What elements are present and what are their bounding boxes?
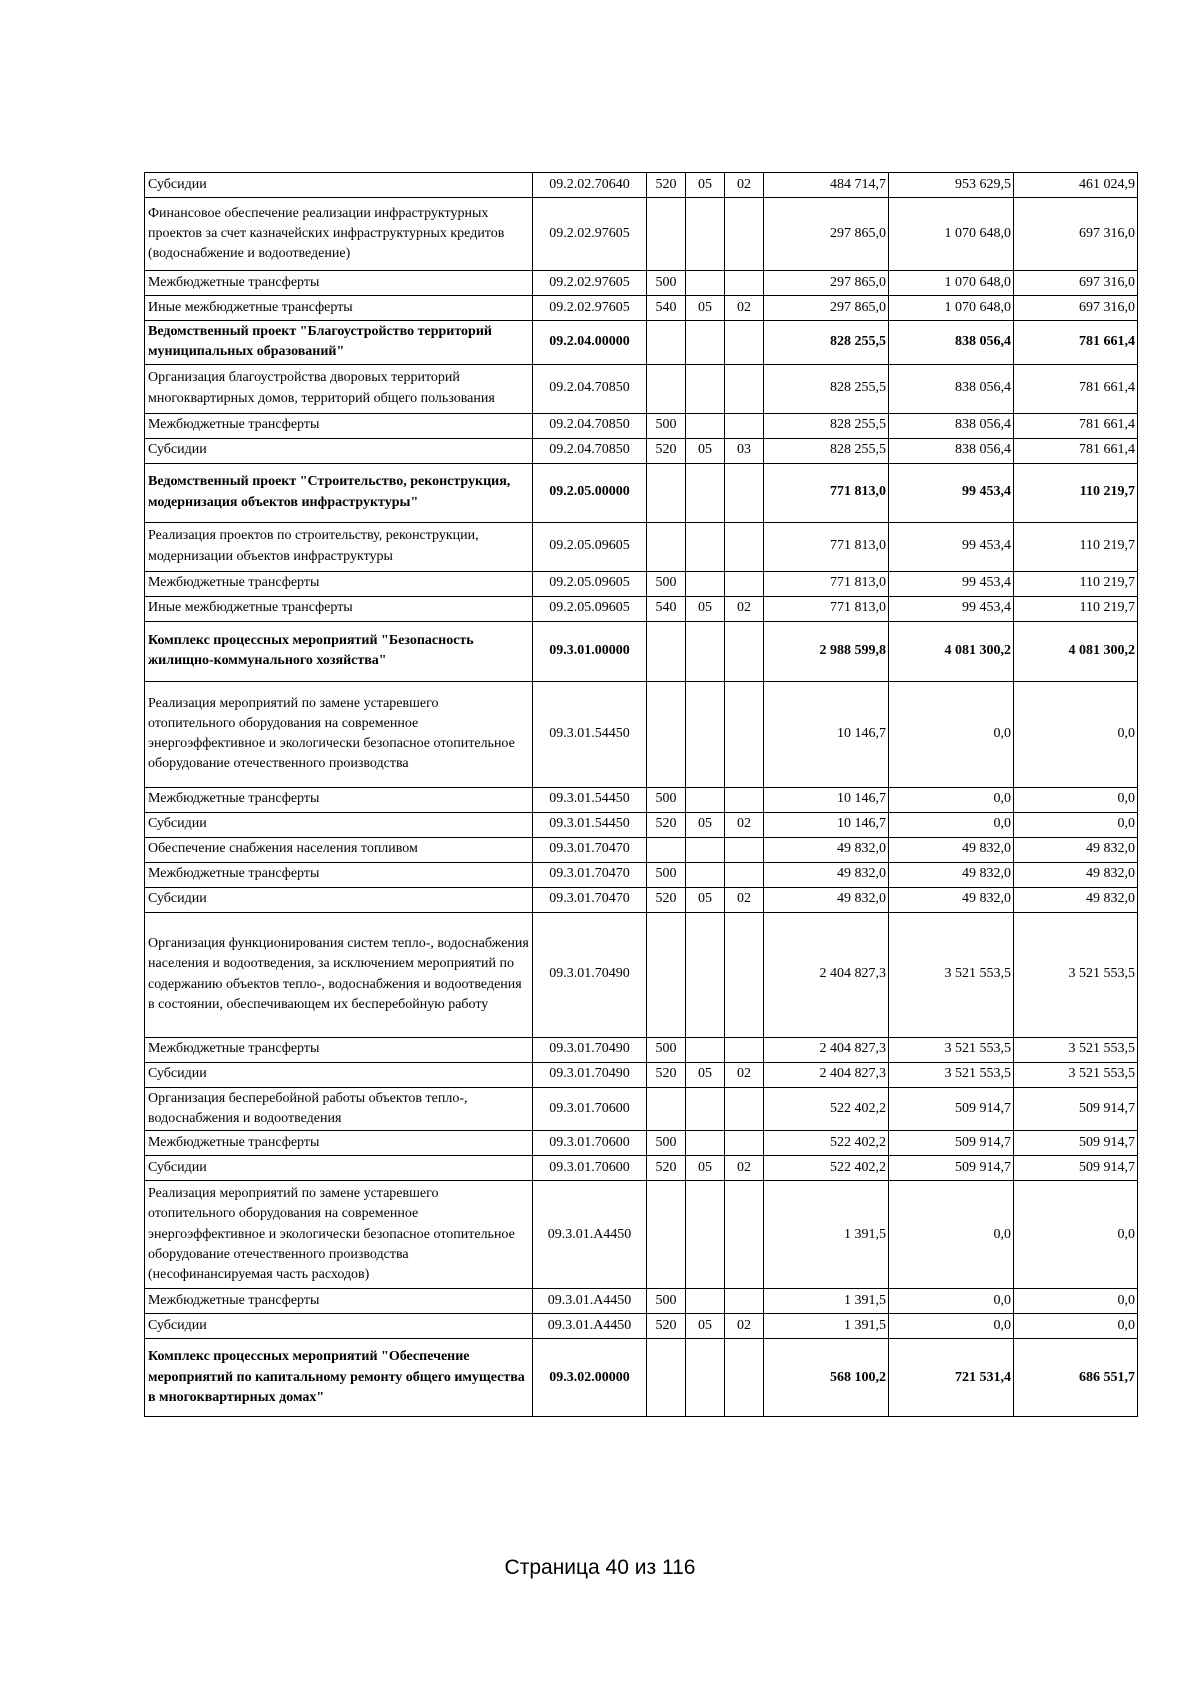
cell-expense-type [647,912,686,1037]
table-row [145,438,1138,463]
cell-target-code: 09.2.05.00000 [533,463,647,522]
cell-amount-1: 2 404 827,3 [764,912,889,1037]
cell-amount-3: 3 521 553,5 [1014,912,1138,1037]
table-row [145,1181,1138,1289]
cell-name: Межбюджетные трансферты [145,1131,533,1156]
cell-expense-type [647,1087,686,1131]
cell-expense-type: 500 [647,1037,686,1062]
cell-name: Организация бесперебойной работы объектов тепло-, водоснабжения и водоотведения [145,1087,533,1131]
cell-expense-type: 520 [647,438,686,463]
cell-amount-3: 697 316,0 [1014,271,1138,296]
table-row [145,173,1138,198]
cell-expense-type [647,1181,686,1289]
cell-amount-3: 509 914,7 [1014,1131,1138,1156]
cell-amount-1: 49 832,0 [764,887,889,912]
cell-amount-2: 3 521 553,5 [889,1062,1014,1087]
cell-subsection [725,1289,764,1314]
cell-target-code: 09.3.01.70490 [533,912,647,1037]
cell-target-code: 09.3.01.А4450 [533,1289,647,1314]
cell-amount-1: 297 865,0 [764,271,889,296]
cell-name: Межбюджетные трансферты [145,413,533,438]
cell-amount-2: 4 081 300,2 [889,621,1014,681]
cell-subsection: 02 [725,296,764,321]
table-row [145,1062,1138,1087]
cell-target-code: 09.3.01.70490 [533,1062,647,1087]
cell-subsection [725,912,764,1037]
cell-expense-type: 500 [647,1131,686,1156]
cell-name: Межбюджетные трансферты [145,862,533,887]
cell-name: Реализация мероприятий по замене устаревшего отопительного оборудования на современное энергоэффективное и экологически безопасное отопительное оборудование отечественного производства (несофинансируемая часть расходов) [145,1181,533,1289]
cell-amount-1: 828 255,5 [764,321,889,365]
cell-amount-3: 0,0 [1014,1289,1138,1314]
cell-section [686,1181,725,1289]
cell-expense-type: 520 [647,1314,686,1339]
cell-subsection [725,321,764,365]
cell-expense-type: 500 [647,862,686,887]
table-row [145,1339,1138,1417]
cell-amount-3: 697 316,0 [1014,296,1138,321]
cell-section [686,271,725,296]
cell-target-code: 09.2.02.97605 [533,271,647,296]
cell-amount-1: 49 832,0 [764,837,889,862]
table-row [145,413,1138,438]
cell-subsection: 02 [725,1314,764,1339]
table-row [145,522,1138,571]
cell-amount-1: 297 865,0 [764,296,889,321]
cell-name: Субсидии [145,1062,533,1087]
cell-amount-2: 838 056,4 [889,438,1014,463]
cell-amount-2: 1 070 648,0 [889,296,1014,321]
cell-amount-2: 509 914,7 [889,1156,1014,1181]
cell-name: Субсидии [145,812,533,837]
cell-amount-2: 838 056,4 [889,364,1014,413]
cell-amount-1: 828 255,5 [764,438,889,463]
cell-section [686,787,725,812]
cell-expense-type: 520 [647,1156,686,1181]
table-row [145,364,1138,413]
cell-amount-1: 49 832,0 [764,862,889,887]
cell-target-code: 09.3.01.70600 [533,1131,647,1156]
cell-amount-2: 3 521 553,5 [889,1037,1014,1062]
cell-target-code: 09.3.01.70470 [533,837,647,862]
cell-target-code: 09.3.01.70600 [533,1087,647,1131]
cell-amount-3: 0,0 [1014,787,1138,812]
table-row [145,787,1138,812]
cell-name: Обеспечение снабжения населения топливом [145,837,533,862]
table-row [145,1037,1138,1062]
table-row [145,837,1138,862]
table-row [145,596,1138,621]
cell-amount-2: 3 521 553,5 [889,912,1014,1037]
cell-amount-2: 0,0 [889,1181,1014,1289]
cell-amount-2: 1 070 648,0 [889,271,1014,296]
cell-amount-1: 522 402,2 [764,1131,889,1156]
cell-section [686,413,725,438]
cell-amount-1: 828 255,5 [764,413,889,438]
cell-target-code: 09.2.05.09605 [533,571,647,596]
cell-subsection [725,837,764,862]
table-row [145,296,1138,321]
cell-amount-2: 99 453,4 [889,571,1014,596]
table-body [145,173,1138,1417]
cell-amount-1: 2 404 827,3 [764,1062,889,1087]
cell-name: Межбюджетные трансферты [145,1037,533,1062]
cell-amount-3: 781 661,4 [1014,413,1138,438]
cell-expense-type [647,198,686,271]
cell-name: Организация функционирования систем тепло-, водоснабжения населения и водоотведения, за исключением мероприятий по содержанию объектов тепло-, водоснабжения и водоотведения в состоянии, обеспечивающем их бесперебойную работу [145,912,533,1037]
cell-section [686,1289,725,1314]
cell-section [686,321,725,365]
cell-expense-type: 520 [647,173,686,198]
cell-section [686,681,725,787]
cell-amount-2: 838 056,4 [889,321,1014,365]
cell-amount-1: 10 146,7 [764,787,889,812]
cell-subsection [725,1131,764,1156]
cell-subsection [725,198,764,271]
cell-amount-2: 0,0 [889,681,1014,787]
cell-expense-type: 500 [647,271,686,296]
table-row [145,1289,1138,1314]
cell-expense-type: 500 [647,1289,686,1314]
cell-section: 05 [686,1314,725,1339]
cell-expense-type: 540 [647,596,686,621]
cell-name: Организация благоустройства дворовых территорий многоквартирных домов, территорий общего пользования [145,364,533,413]
cell-amount-2: 0,0 [889,1289,1014,1314]
cell-subsection: 02 [725,887,764,912]
cell-subsection: 03 [725,438,764,463]
cell-name: Финансовое обеспечение реализации инфраструктурных проектов за счет казначейских инфраструктурных кредитов (водоснабжение и водоотведение) [145,198,533,271]
cell-name: Ведомственный проект "Благоустройство территорий муниципальных образований" [145,321,533,365]
cell-target-code: 09.3.01.54450 [533,681,647,787]
cell-subsection [725,681,764,787]
cell-subsection [725,1181,764,1289]
cell-expense-type: 520 [647,1062,686,1087]
cell-section: 05 [686,1156,725,1181]
cell-amount-1: 771 813,0 [764,463,889,522]
cell-name: Ведомственный проект "Строительство, реконструкция, модернизация объектов инфраструктуры" [145,463,533,522]
cell-amount-3: 110 219,7 [1014,596,1138,621]
cell-subsection: 02 [725,1156,764,1181]
cell-amount-2: 721 531,4 [889,1339,1014,1417]
cell-name: Комплекс процессных мероприятий "Безопасность жилищно-коммунального хозяйства" [145,621,533,681]
table-row [145,1156,1138,1181]
cell-subsection [725,364,764,413]
cell-name: Межбюджетные трансферты [145,787,533,812]
cell-expense-type [647,837,686,862]
cell-expense-type: 520 [647,887,686,912]
cell-target-code: 09.2.04.00000 [533,321,647,365]
cell-amount-2: 509 914,7 [889,1087,1014,1131]
table-row [145,321,1138,365]
cell-subsection [725,271,764,296]
cell-target-code: 09.3.01.00000 [533,621,647,681]
cell-expense-type: 500 [647,787,686,812]
cell-subsection [725,571,764,596]
cell-name: Межбюджетные трансферты [145,271,533,296]
cell-target-code: 09.2.04.70850 [533,413,647,438]
cell-subsection: 02 [725,1062,764,1087]
cell-amount-2: 99 453,4 [889,522,1014,571]
cell-section [686,522,725,571]
cell-amount-2: 99 453,4 [889,463,1014,522]
table-row [145,571,1138,596]
cell-section: 05 [686,1062,725,1087]
cell-amount-1: 1 391,5 [764,1181,889,1289]
cell-subsection [725,1087,764,1131]
cell-amount-1: 771 813,0 [764,522,889,571]
cell-target-code: 09.3.01.А4450 [533,1181,647,1289]
cell-subsection [725,463,764,522]
cell-amount-3: 0,0 [1014,681,1138,787]
cell-target-code: 09.3.01.54450 [533,812,647,837]
cell-amount-3: 110 219,7 [1014,571,1138,596]
cell-amount-3: 686 551,7 [1014,1339,1138,1417]
cell-target-code: 09.3.01.70600 [533,1156,647,1181]
cell-subsection [725,1037,764,1062]
cell-subsection: 02 [725,173,764,198]
cell-section [686,837,725,862]
cell-section [686,364,725,413]
cell-amount-1: 1 391,5 [764,1289,889,1314]
cell-amount-2: 1 070 648,0 [889,198,1014,271]
cell-section [686,862,725,887]
cell-target-code: 09.2.05.09605 [533,596,647,621]
cell-section [686,1037,725,1062]
cell-target-code: 09.3.01.70470 [533,887,647,912]
cell-amount-1: 10 146,7 [764,681,889,787]
cell-target-code: 09.2.02.97605 [533,198,647,271]
cell-amount-3: 0,0 [1014,1314,1138,1339]
cell-expense-type [647,681,686,787]
cell-amount-3: 509 914,7 [1014,1156,1138,1181]
cell-amount-3: 110 219,7 [1014,463,1138,522]
cell-target-code: 09.2.05.09605 [533,522,647,571]
cell-amount-1: 2 404 827,3 [764,1037,889,1062]
cell-expense-type [647,321,686,365]
cell-name: Субсидии [145,887,533,912]
cell-target-code: 09.2.02.97605 [533,296,647,321]
table-row [145,621,1138,681]
cell-section [686,1131,725,1156]
cell-subsection: 02 [725,812,764,837]
table-row [145,1087,1138,1131]
cell-amount-2: 0,0 [889,812,1014,837]
cell-amount-1: 1 391,5 [764,1314,889,1339]
cell-amount-1: 828 255,5 [764,364,889,413]
cell-amount-3: 49 832,0 [1014,862,1138,887]
cell-amount-1: 771 813,0 [764,596,889,621]
cell-amount-1: 2 988 599,8 [764,621,889,681]
cell-expense-type [647,364,686,413]
cell-name: Иные межбюджетные трансферты [145,596,533,621]
cell-amount-3: 781 661,4 [1014,438,1138,463]
table-row [145,271,1138,296]
cell-name: Межбюджетные трансферты [145,571,533,596]
cell-amount-3: 509 914,7 [1014,1087,1138,1131]
table-row [145,681,1138,787]
table-row [145,912,1138,1037]
cell-expense-type: 500 [647,571,686,596]
cell-subsection [725,862,764,887]
table-row [145,887,1138,912]
cell-amount-3: 0,0 [1014,1181,1138,1289]
cell-amount-1: 522 402,2 [764,1087,889,1131]
cell-amount-3: 0,0 [1014,812,1138,837]
cell-section: 05 [686,296,725,321]
cell-amount-1: 10 146,7 [764,812,889,837]
cell-amount-2: 509 914,7 [889,1131,1014,1156]
cell-subsection [725,1339,764,1417]
cell-amount-2: 838 056,4 [889,413,1014,438]
cell-subsection [725,621,764,681]
table-row [145,812,1138,837]
cell-name: Реализация мероприятий по замене устаревшего отопительного оборудования на современное энергоэффективное и экологически безопасное отопительное оборудование отечественного производства [145,681,533,787]
cell-amount-2: 0,0 [889,787,1014,812]
cell-name: Субсидии [145,1156,533,1181]
budget-table [144,172,1138,1417]
cell-amount-3: 4 081 300,2 [1014,621,1138,681]
cell-amount-1: 484 714,7 [764,173,889,198]
cell-target-code: 09.2.04.70850 [533,364,647,413]
cell-name: Реализация проектов по строительству, реконструкции, модернизации объектов инфраструктуры [145,522,533,571]
table-row [145,1131,1138,1156]
cell-expense-type [647,522,686,571]
cell-target-code: 09.3.02.00000 [533,1339,647,1417]
cell-target-code: 09.3.01.А4450 [533,1314,647,1339]
cell-section [686,1339,725,1417]
cell-target-code: 09.3.01.70490 [533,1037,647,1062]
cell-amount-3: 49 832,0 [1014,837,1138,862]
cell-subsection [725,413,764,438]
cell-amount-3: 110 219,7 [1014,522,1138,571]
cell-section [686,1087,725,1131]
cell-amount-2: 49 832,0 [889,837,1014,862]
cell-subsection [725,522,764,571]
cell-amount-3: 781 661,4 [1014,364,1138,413]
cell-section [686,621,725,681]
table-row [145,1314,1138,1339]
table-row [145,198,1138,271]
cell-section: 05 [686,812,725,837]
cell-amount-3: 49 832,0 [1014,887,1138,912]
cell-expense-type: 500 [647,413,686,438]
cell-amount-2: 49 832,0 [889,887,1014,912]
cell-name: Комплекс процессных мероприятий "Обеспечение мероприятий по капитальному ремонту общего имущества в многоквартирных домах" [145,1339,533,1417]
cell-name: Субсидии [145,438,533,463]
cell-name: Субсидии [145,173,533,198]
cell-amount-1: 522 402,2 [764,1156,889,1181]
page-number: Страница 40 из 116 [504,1556,696,1579]
cell-expense-type: 520 [647,812,686,837]
cell-amount-2: 49 832,0 [889,862,1014,887]
cell-expense-type [647,1339,686,1417]
cell-name: Субсидии [145,1314,533,1339]
cell-target-code: 09.2.02.70640 [533,173,647,198]
cell-expense-type [647,463,686,522]
cell-section [686,198,725,271]
table-row [145,463,1138,522]
cell-subsection [725,787,764,812]
table-row [145,862,1138,887]
cell-amount-3: 781 661,4 [1014,321,1138,365]
cell-amount-3: 3 521 553,5 [1014,1037,1138,1062]
cell-subsection: 02 [725,596,764,621]
cell-section [686,912,725,1037]
cell-expense-type [647,621,686,681]
cell-target-code: 09.2.04.70850 [533,438,647,463]
cell-amount-1: 568 100,2 [764,1339,889,1417]
cell-amount-1: 771 813,0 [764,571,889,596]
cell-name: Межбюджетные трансферты [145,1289,533,1314]
cell-section: 05 [686,887,725,912]
cell-amount-3: 3 521 553,5 [1014,1062,1138,1087]
cell-expense-type: 540 [647,296,686,321]
cell-section: 05 [686,596,725,621]
cell-target-code: 09.3.01.54450 [533,787,647,812]
cell-amount-3: 461 024,9 [1014,173,1138,198]
cell-section [686,463,725,522]
cell-amount-2: 0,0 [889,1314,1014,1339]
cell-name: Иные межбюджетные трансферты [145,296,533,321]
cell-amount-2: 953 629,5 [889,173,1014,198]
cell-target-code: 09.3.01.70470 [533,862,647,887]
cell-section: 05 [686,173,725,198]
cell-amount-1: 297 865,0 [764,198,889,271]
cell-amount-3: 697 316,0 [1014,198,1138,271]
cell-section: 05 [686,438,725,463]
cell-amount-2: 99 453,4 [889,596,1014,621]
cell-section [686,571,725,596]
